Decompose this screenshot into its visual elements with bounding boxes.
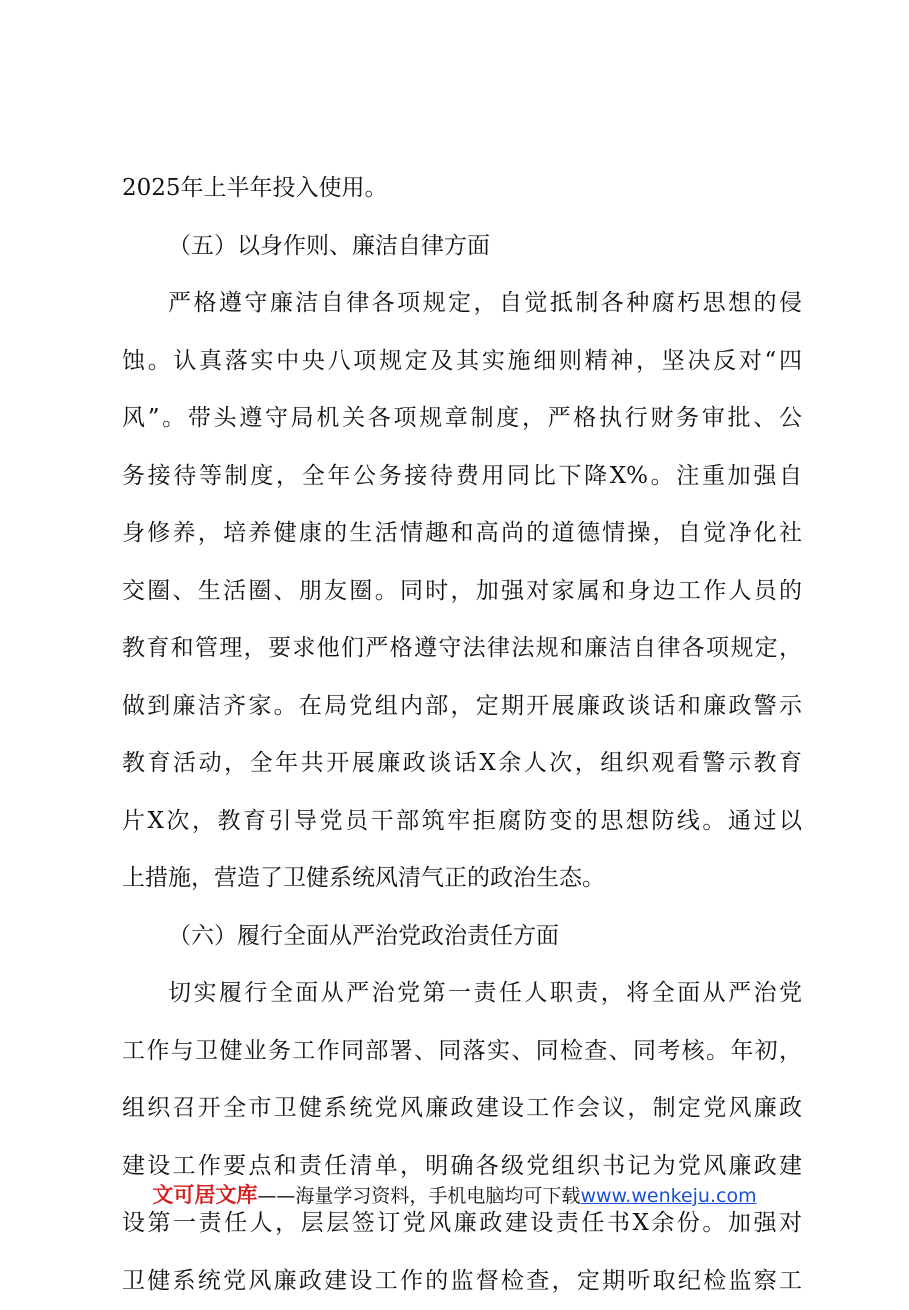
text-line: 风”。带头遵守局机关各项规章制度，严格执行财务审批、公 [122,390,802,448]
footer-brand: 文可居文库 [152,1183,257,1207]
text-line: 片X次，教育引导党员干部筑牢拒腐防变的思想防线。通过以 [122,793,802,851]
text-line: 做到廉洁齐家。在局党组内部，定期开展廉政谈话和廉政警示 [122,678,802,736]
text-line: 工作与卫健业务工作同部署、同落实、同检查、同考核。年初， [122,1023,802,1081]
document-body [122,160,802,1310]
text-line: 教育和管理，要求他们严格遵守法律法规和廉洁自律各项规定， [122,620,802,678]
text-line: 卫健系统党风廉政建设工作的监督检查，定期听取纪检监察工 [122,1253,802,1310]
text-line: 交圈、生活圈、朋友圈。同时，加强对家属和身边工作人员的 [122,563,802,621]
footer-tagline: ——海量学习资料，手机电脑均可下载 [257,1185,580,1207]
section-heading-6: （六）履行全面从严治党政治责任方面 [122,908,802,966]
page-footer [0,1182,909,1209]
text-line: 务接待等制度，全年公务接待费用同比下降X%。注重加强自 [122,448,802,506]
text-line: 教育活动，全年共开展廉政谈话X余人次，组织观看警示教育 [122,735,802,793]
text-line: 上措施，营造了卫健系统风清气正的政治生态。 [122,850,802,908]
text-line: 切实履行全面从严治党第一责任人职责，将全面从严治党 [122,965,802,1023]
text-line: 严格遵守廉洁自律各项规定，自觉抵制各种腐朽思想的侵 [122,275,802,333]
footer-website-link[interactable]: www.wenkeju.com [580,1185,756,1207]
text-line: 组织召开全市卫健系统党风廉政建设工作会议，制定党风廉政 [122,1080,802,1138]
text-line: 2025年上半年投入使用。 [122,160,802,218]
text-line: 身修养，培养健康的生活情趣和高尚的道德情操，自觉净化社 [122,505,802,563]
text-line: 建设工作要点和责任清单，明确各级党组织书记为党风廉政建 [122,1138,802,1196]
text-line: 蚀。认真落实中央八项规定及其实施细则精神，坚决反对“四 [122,333,802,391]
text-line: 设第一责任人，层层签订党风廉政建设责任书X余份。加强对 [122,1195,802,1253]
section-heading-5: （五）以身作则、廉洁自律方面 [122,218,802,276]
